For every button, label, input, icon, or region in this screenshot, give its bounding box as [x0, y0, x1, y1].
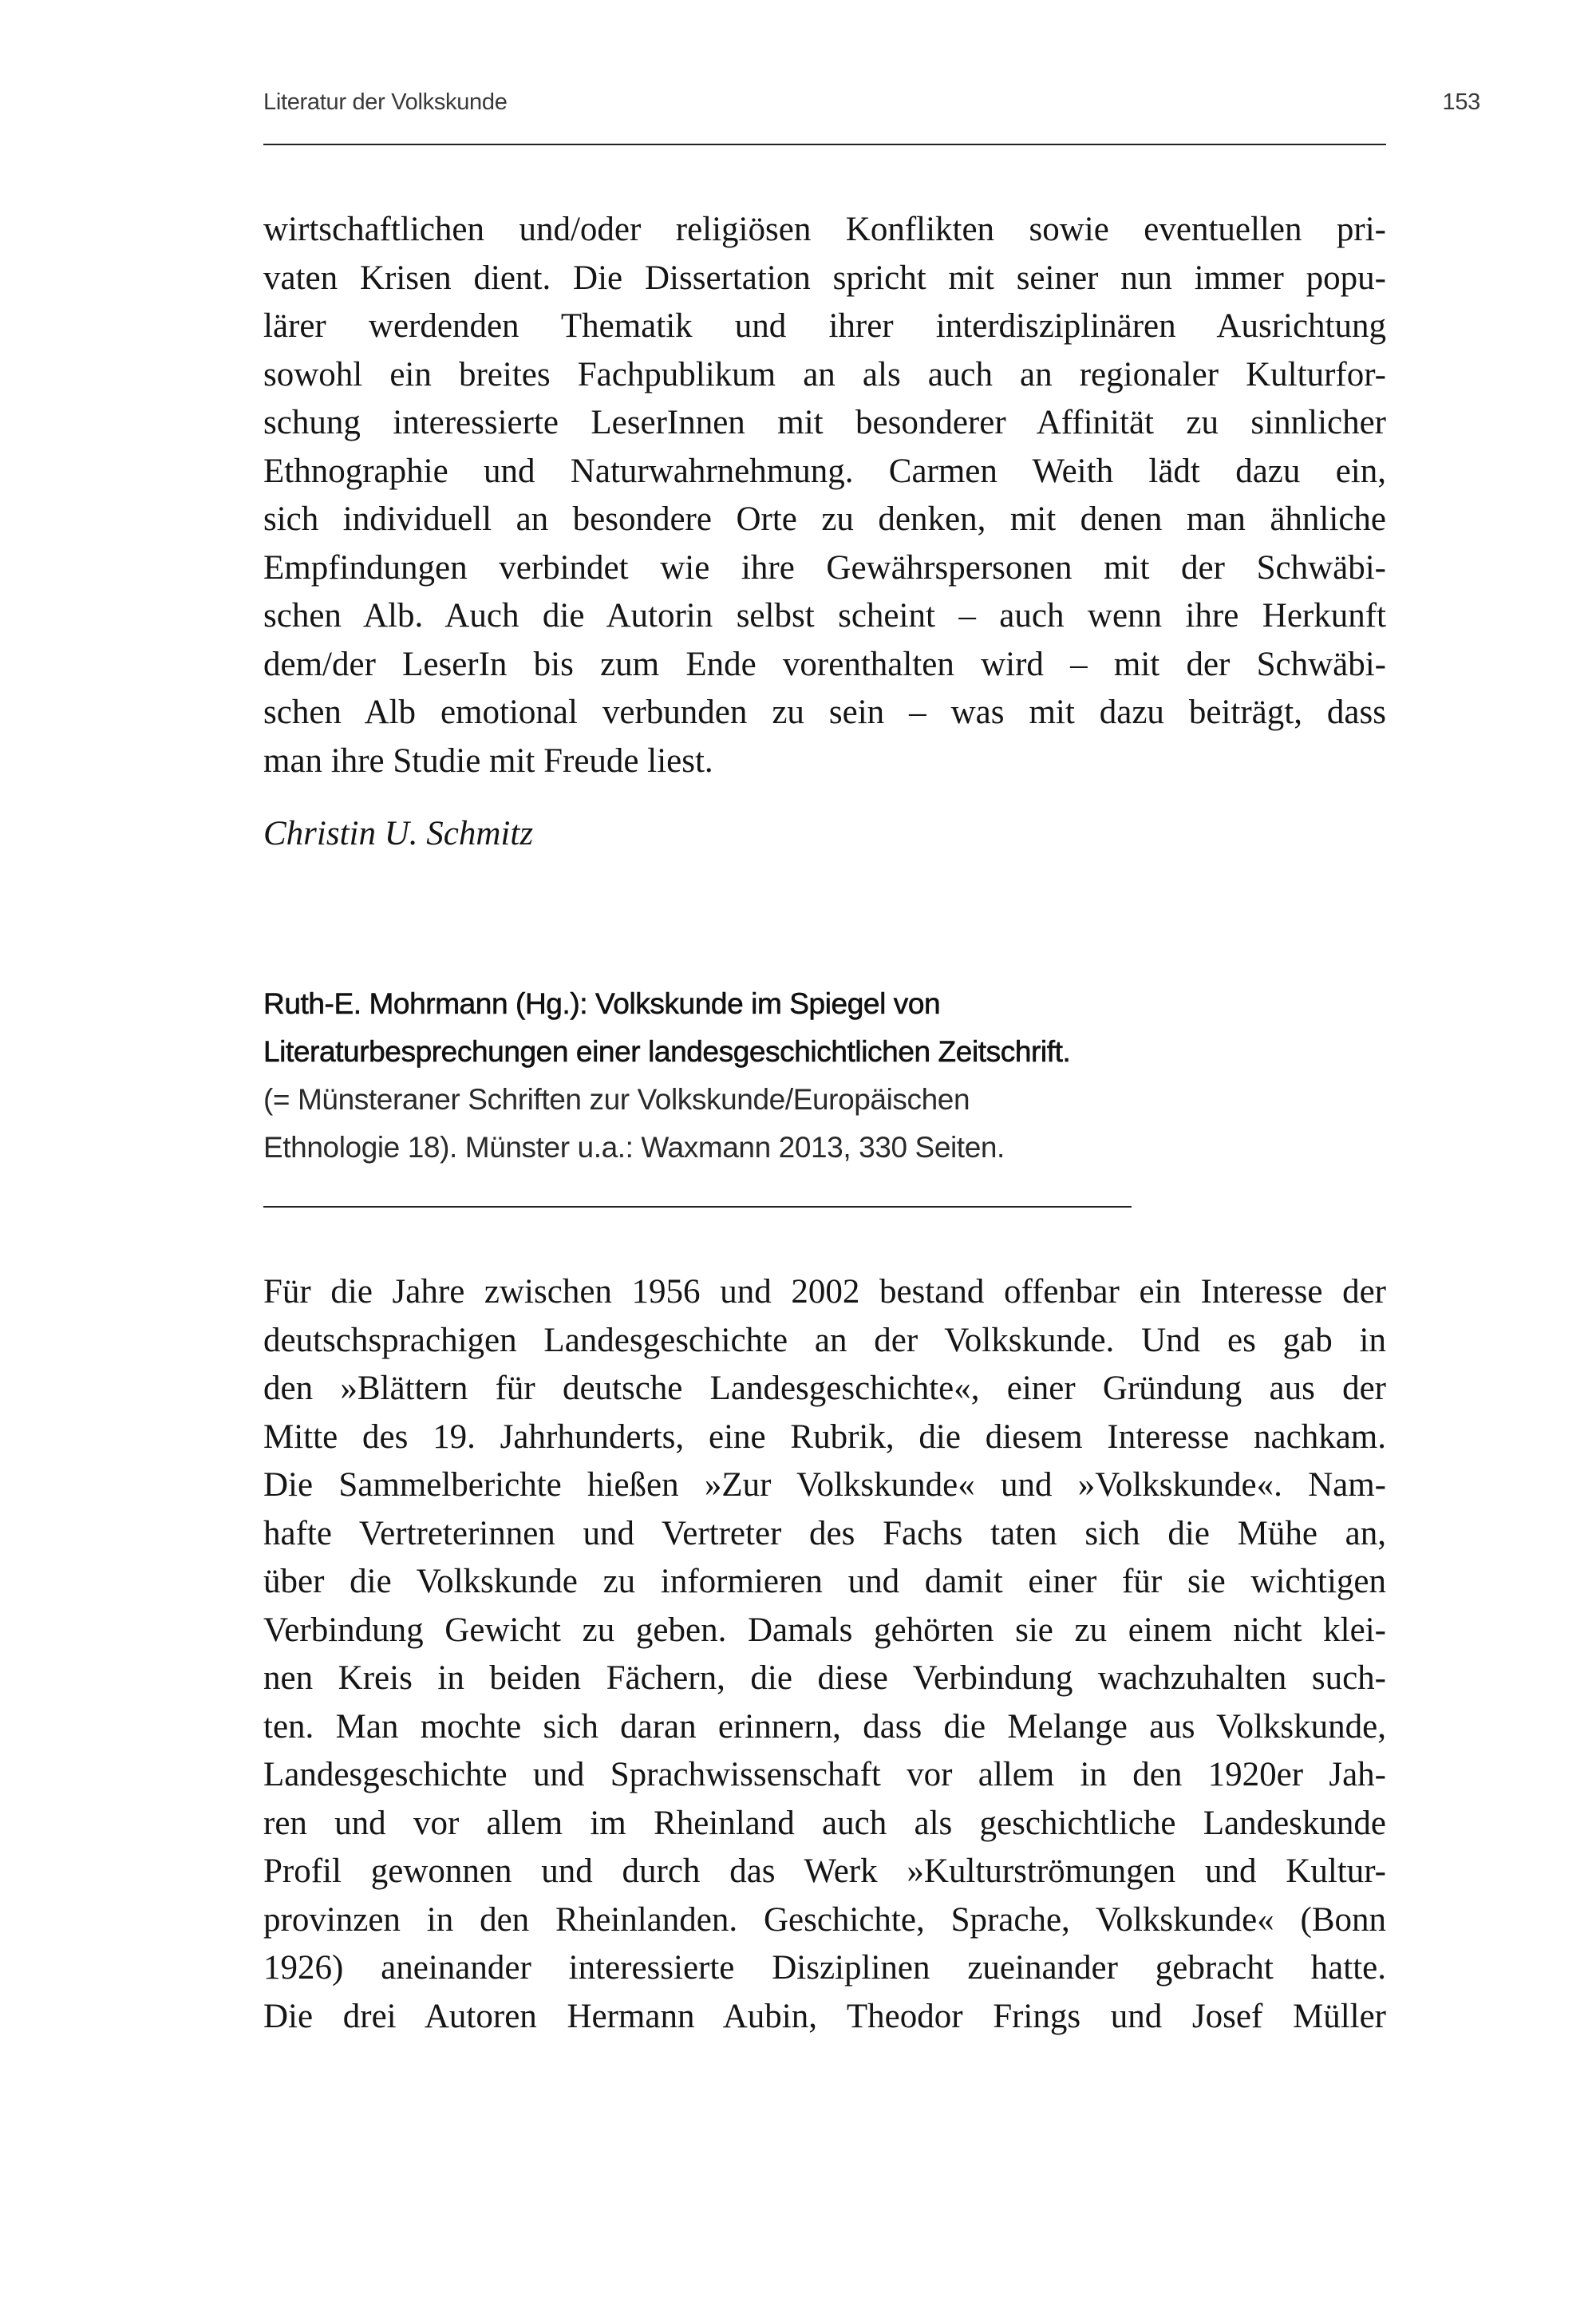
- text-line: Ethnographie und Naturwahrnehmung. Carmen Weith lädt dazu ein,: [263, 452, 1386, 490]
- text-line: nen Kreis in beiden Fächern, die diese Verbindung wachzuhalten such-: [263, 1659, 1386, 1697]
- bibliography-rule: [263, 1206, 1132, 1208]
- book-series-line-2: Ethnologie 18). Münster u.a.: Waxmann 2013, 330 Seiten.: [263, 1131, 1005, 1164]
- page-number: 153: [1442, 89, 1480, 115]
- text-line: wirtschaftlichen und/oder religiösen Konflikten sowie eventuellen pri-: [263, 211, 1386, 248]
- running-head: [263, 89, 1480, 121]
- text-line: Die drei Autoren Hermann Aubin, Theodor Frings und Josef Müller: [263, 1997, 1386, 2035]
- text-line: Mitte des 19. Jahrhunderts, eine Rubrik, die diesem Interesse nachkam.: [263, 1417, 1386, 1456]
- text-line: vaten Krisen dient. Die Dissertation spricht mit seiner nun immer popu-: [263, 259, 1386, 297]
- text-line: dem/der LeserIn bis zum Ende vorenthalten wird – mit der Schwäbi-: [263, 645, 1386, 683]
- text-line: ten. Man mochte sich daran erinnern, dass die Melange aus Volkskunde,: [263, 1707, 1386, 1746]
- bibliographic-entry: [263, 980, 1157, 1172]
- review-2-body: [263, 1268, 1386, 2041]
- text-line: schung interessierte LeserInnen mit besonderer Affinität zu sinnlicher: [263, 404, 1386, 441]
- text-line: Die Sammelberichte hießen »Zur Volkskunde« und »Volkskunde«. Nam-: [263, 1466, 1386, 1504]
- text-line: Verbindung Gewicht zu geben. Damals gehörten sie zu einem nicht klei-: [263, 1611, 1386, 1649]
- text-line: ren und vor allem im Rheinland auch als geschichtliche Landeskunde: [263, 1804, 1386, 1842]
- text-line: den »Blättern für deutsche Landesgeschichte«, einer Gründung aus der: [263, 1370, 1386, 1407]
- reviewer-signature: Christin U. Schmitz: [263, 815, 534, 852]
- header-rule: [263, 144, 1386, 145]
- text-line: Empfindungen verbindet wie ihre Gewährspersonen mit der Schwäbi-: [263, 548, 1386, 587]
- text-line: hafte Vertreterinnen und Vertreter des Fachs taten sich die Mühe an,: [263, 1514, 1386, 1552]
- text-line: sowohl ein breites Fachpublikum an als auch an regionaler Kulturfor-: [263, 355, 1386, 393]
- book-series-line-1: (= Münsteraner Schriften zur Volkskunde/Europäischen: [263, 1083, 970, 1116]
- book-title-line-1: Ruth-E. Mohrmann (Hg.): Volkskunde im Spiegel von: [263, 987, 941, 1020]
- text-line: schen Alb. Auch die Autorin selbst scheint – auch wenn ihre Herkunft: [263, 597, 1386, 635]
- text-line: Für die Jahre zwischen 1956 und 2002 bestand offenbar ein Interesse der: [263, 1273, 1386, 1311]
- text-line: deutschsprachigen Landesgeschichte an der Volkskunde. Und es gab in: [263, 1321, 1386, 1359]
- text-line: provinzen in den Rheinlanden. Geschichte, Sprache, Volkskunde« (Bonn: [263, 1900, 1386, 1939]
- review-1-body: [263, 206, 1386, 785]
- text-line: man ihre Studie mit Freude liest.: [263, 741, 713, 780]
- text-line: 1926) aneinander interessierte Disziplinen zueinander gebracht hatte.: [263, 1949, 1386, 1987]
- running-head-title: Literatur der Volkskunde: [263, 89, 508, 115]
- text-line: Profil gewonnen und durch das Werk »Kulturströmungen und Kultur-: [263, 1852, 1386, 1890]
- book-title-line-2: Literaturbesprechungen einer landesgeschichtlichen Zeitschrift.: [263, 1035, 1071, 1068]
- text-line: sich individuell an besondere Orte zu denken, mit denen man ähnliche: [263, 500, 1386, 538]
- text-line: schen Alb emotional verbunden zu sein – was mit dazu beiträgt, dass: [263, 694, 1386, 731]
- text-line: über die Volkskunde zu informieren und damit einer für sie wichtigen: [263, 1563, 1386, 1600]
- text-line: Landesgeschichte und Sprachwissenschaft vor allem in den 1920er Jah-: [263, 1756, 1386, 1793]
- text-line: lärer werdenden Thematik und ihrer interdisziplinären Ausrichtung: [263, 307, 1386, 345]
